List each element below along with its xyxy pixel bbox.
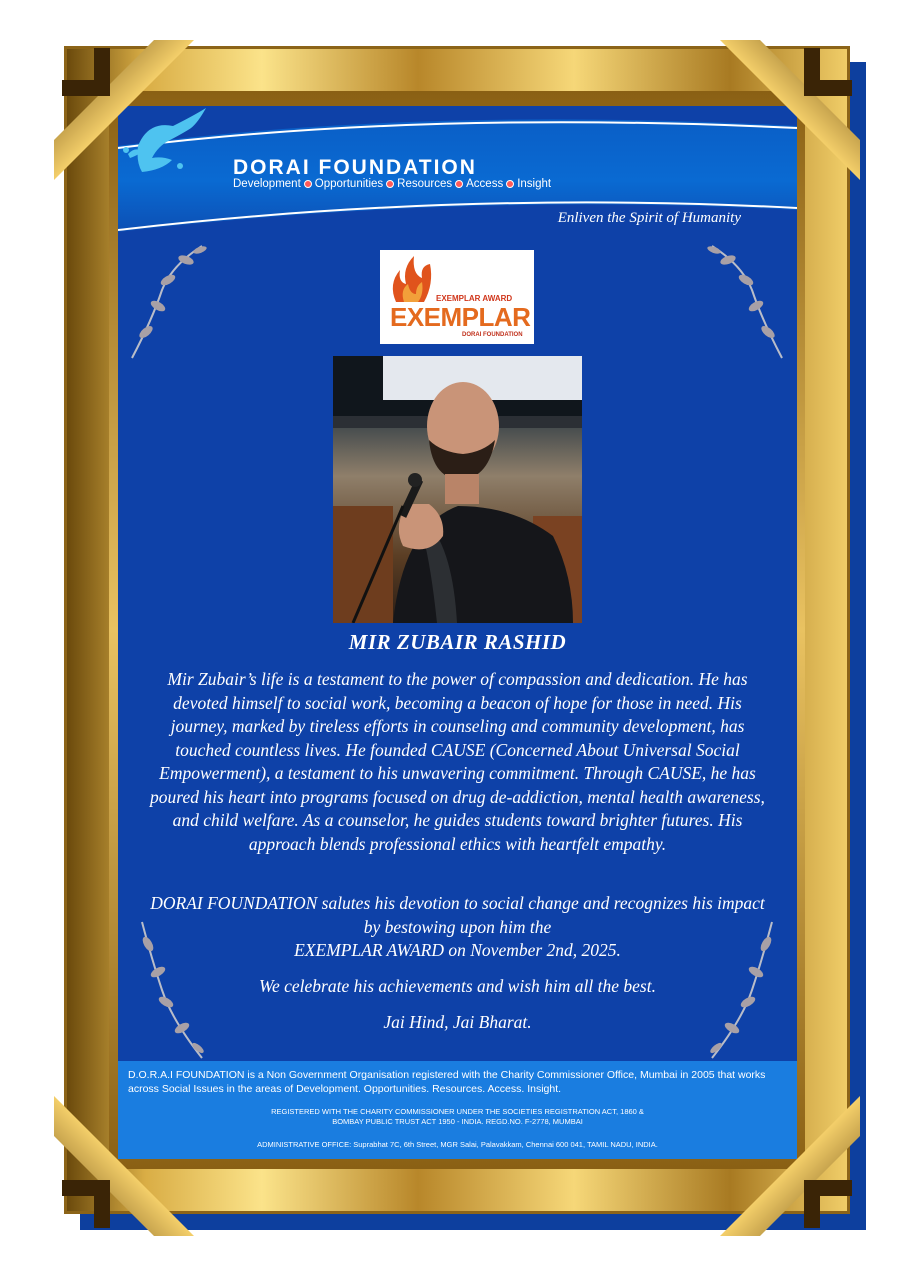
award-title: EXEMPLAR: [390, 302, 531, 332]
vine-ornament-icon: [122, 240, 222, 360]
ribbon-corner-icon: [710, 1086, 860, 1236]
registration-line: BOMBAY PUBLIC TRUST ACT 1950 - INDIA. REGD.NO. F-2778, MUMBAI: [332, 1117, 583, 1126]
bullet-icon: [304, 180, 312, 188]
award-small-label: EXEMPLAR AWARD: [436, 294, 513, 303]
bullet-icon: [455, 180, 463, 188]
footer-description: D.O.R.A.I FOUNDATION is a Non Government Organisation registered with the Charity Commissioner Office, Mumbai in 2005 that works across Social Issues in the areas of Development. Opportunities. Resources. Access. Insight.: [128, 1069, 766, 1095]
tagline-word: Opportunities: [314, 178, 384, 190]
ribbon-corner-icon: [54, 40, 204, 190]
footer-registration: [118, 1107, 797, 1127]
certificate-panel: [118, 106, 797, 1159]
citation-award-line: EXEMPLAR AWARD on November 2nd, 2025.: [294, 940, 621, 960]
honoree-bio: Mir Zubair’s life is a testament to the power of compassion and dedication. He has devoted himself to social work, becoming a beacon of hope for those in need. His journey, marked by tireless efforts in counseling and community development, has touched countless lives. He founded CAUSE (Concerned About Universal Social Empowerment), a testament to his unwavering commitment. Through CAUSE, he has poured his heart into programs focused on drug de-addiction, mental health awareness, and child welfare. As a counselor, he guides students toward brighter futures. His approach blends professional ethics with heartfelt empathy.: [150, 669, 765, 854]
registration-line: REGISTERED WITH THE CHARITY COMMISSIONER UNDER THE SOCIETIES REGISTRATION ACT, 1860 &: [271, 1107, 644, 1116]
footer-info: [118, 1061, 797, 1159]
ribbon-corner-icon: [54, 1086, 204, 1236]
tagline-word: Access: [466, 178, 504, 190]
honoree-photo: [333, 356, 582, 623]
slogan: Enliven the Spirit of Humanity: [557, 210, 741, 226]
foundation-tagline: [233, 178, 551, 190]
tagline-word: Resources: [397, 178, 453, 190]
closing-text: Jai Hind, Jai Bharat.: [383, 1012, 532, 1032]
ribbon-corner-icon: [710, 40, 860, 190]
bullet-icon: [386, 180, 394, 188]
award-org-label: DORAI FOUNDATION: [462, 332, 523, 338]
exemplar-award-badge: [380, 250, 534, 344]
tagline-word: Insight: [517, 178, 552, 190]
portrait-illustration: [333, 356, 582, 623]
vine-ornament-icon: [692, 240, 792, 360]
citation-line: DORAI FOUNDATION salutes his devotion to social change and recognizes his impact by bestowing upon him the: [150, 893, 765, 937]
foundation-name: DORAI FOUNDATION: [233, 156, 477, 179]
wish-text: We celebrate his achievements and wish him all the best.: [259, 976, 656, 996]
bullet-icon: [506, 180, 514, 188]
footer-address: ADMINISTRATIVE OFFICE: Suprabhat 7C, 6th Street, MGR Salai, Palavakkam, Chennai 600 041, TAMIL NADU, INDIA.: [257, 1140, 658, 1149]
honoree-name: MIR ZUBAIR RASHID: [348, 630, 567, 654]
flame-icon: [386, 254, 436, 304]
header-banner: [118, 106, 797, 242]
citation-paragraph: [146, 892, 769, 963]
tagline-word: Development: [233, 178, 301, 190]
